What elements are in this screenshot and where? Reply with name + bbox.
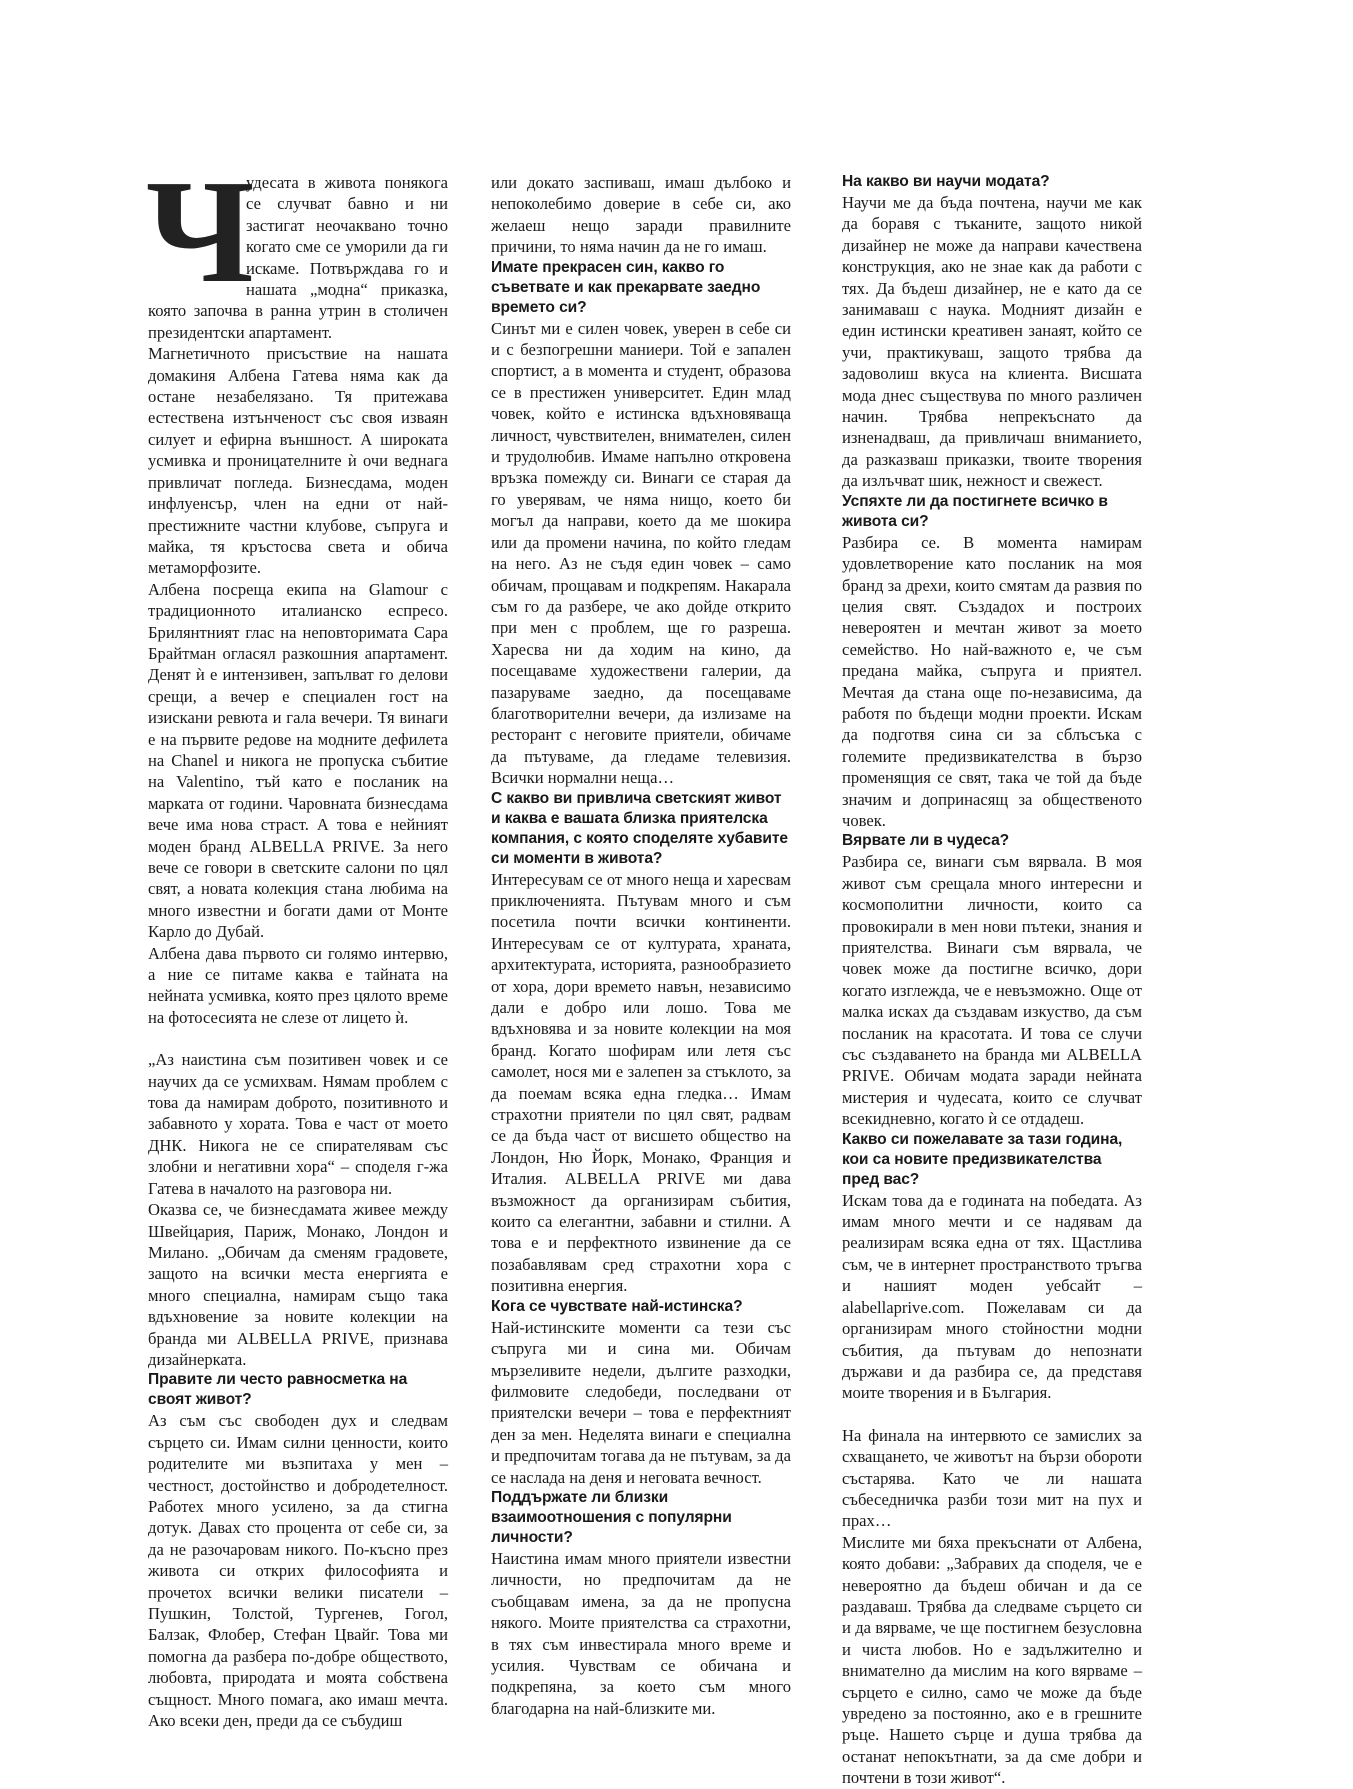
- interview-question: Успяхте ли да постигнете всичко в живота си?: [842, 492, 1108, 530]
- paragraph: Албена посреща екипа на Glamour с традиционното италианско еспресо. Брилянтният глас на неповторимата Сара Брайтман огласял разкошния апартамент. Денят ѝ е интензивен, запълват го делови срещи, а вечер е специален гост на изискани ревюта и гала вечери. Тя винаги е на първите редове на модните дефилета на Chanel и никога не пропуска събитие на Valentino, тъй като е посланик на марката от години. Чаровната бизнесдама вече има нова страст. А това е нейният моден бранд ALBELLA PRIVE. За него вече се говори в светските салони по цял свят, а новата колекция стана любима на много известни и богати дами от Монте Карло до Дубай.: [148, 579, 448, 942]
- interview-answer: Научи ме да бъда почтена, научи ме как да боравя с тъканите, защото никой дизайнер не може да направи качествена конструкция, ако не знае как да работи с тях. Да бъдеш дизайнер, не е като да се занимаваш с наука. Модният дизайн е един истински креативен занаят, който се учи, практикуваш, защото трябва да задоволиш вкуса на клиента. Висшата мода днес съществува по много различен начин. Трябва непрекъснато да изненадваш, да привличаш вниманието, да разказваш приказки, твоите творения да излъчват шик, нежност и свежест.: [842, 193, 1142, 491]
- interview-question: Кога се чувствате най-истинска?: [491, 1297, 743, 1315]
- closing-paragraph: Мислите ми бяха прекъснати от Албена, която добави: „Забравих да споделя, че е невероятно да бъдеш обичан и да се раздаваш. Трябва да следваме сърцето си и да вярваме, че ще постигнем безусловна и чиста любов. Но е задължително и внимателно да мислим на кого вярваме – сърцето е силно, само че може да бъде увредено за постоянно, ако е в грешните ръце. Нашето сърце и душа трябва да останат непокътнати, за да сме добри и почтени в този живот“.: [842, 1532, 1142, 1788]
- drop-cap: [146, 150, 255, 314]
- interview-answer: Разбира се, винаги съм вярвала. В моя живот съм срещала много интересни и космополитни личности, които са провокирали в мен нови пътеки, знания и приятелства. Винаги съм вярвала, че човек може да постигне всичко, дори когато изглежда, че е невъзможно. Още от малка исках да създавам изкуство, да съм посланик на красотата. И това се случи със създаването на бранда ми ALBELLA PRIVE. Обичам модата заради нейната мистерия и чудесата, които се случват всекидневно, когато ѝ се отдадеш.: [842, 852, 1142, 1129]
- article-column-2: [491, 172, 791, 1719]
- interview-question: С какво ви привлича светският живот и каква е вашата близка приятелска компания, с която споделяте хубавите си моменти в живота?: [491, 789, 788, 867]
- intro-paragraph: удесата в живота понякога се случват бавно и ни застигат неочаквано точно когато сме се уморили да ги искаме. Потвърждава го и нашата „модна“ приказка, която започва в ранна утрин в столичен президентски апартамент.: [148, 173, 448, 342]
- paragraph: „Аз наистина съм позитивен човек и се научих да се усмихвам. Нямам проблем с това да намирам доброто, позитивното и забавното у хората. Това е част от моето ДНК. Никога не се спирателявам със злобни и негативни хора“ – споделя г-жа Гатева в началото на разговора ни.: [148, 1050, 448, 1198]
- paragraph: Албена дава първото си голямо интервю, а ние се питаме каква е тайната на нейната усмивка, която през цялото време на фотосесията не слезе от лицето ѝ.: [148, 943, 448, 1027]
- article-column-1: [146, 150, 448, 1731]
- interview-answer: Наистина имам много приятели известни личности, но предпочитам да не съобщавам имена, за да не пропусна някого. Моите приятелства са страхотни, в тях съм инвестирала много време и усилия. Чувствам се обичана и подкрепяна, за което съм много благодарна на най-близките ми.: [491, 1548, 791, 1718]
- interview-answer: Искам това да е годината на победата. Аз имам много мечти и се надявам да реализирам всяка една от тях. Щастлива съм, че в интернет пространството тръгва и нашият моден уебсайт – alabellaprive.com. Пожелавам си да организирам много стойностни модни събития, да пътувам до непознати държави и да разбира се, да представя моите творения и в България.: [842, 1190, 1142, 1403]
- interview-question: Поддържате ли близки взаимоотношения с популярни личности?: [491, 1488, 732, 1546]
- interview-answer: Синът ми е силен човек, уверен в себе си и с безпогрешни маниери. Той е запален спортист, а в момента и студент, образова се в престижен университет. Един млад човек, който е истинска вдъхновяваща личност, чувствителен, внимателен, силен и трудолюбив. Имаме напълно откровена връзка помежду си. Винаги се старая да го уверявам, че няма нищо, което би могъл да направи, което да ме шокира или да промени начина, по който гледам на него. Аз не съдя един човек – само обичам, прощавам и подкрепям. Накарала съм го да разбере, че ако дойде открито при мен с проблем, ще го разреша. Харесва ни да ходим на кино, да посещаваме художествени галерии, да пазаруваме заедно, да посещаваме благотворителни вечери, да излизаме на ресторант с неговите приятели, обичаме да пътуваме, да гледаме телевизия. Всички нормални неща…: [491, 318, 791, 788]
- closing-paragraph: На финала на интервюто се замислих за схващането, че животът на бързи обороти състарява. Като че ли нашата събеседничка разби този мит на пух и прах…: [842, 1425, 1142, 1531]
- interview-answer: Интересувам се от много неща и харесвам приключенията. Пътувам много и съм посетила почти всички континенти. Интересувам се от културата, храната, архитектурата, историята, разнообразието от хора, дори времето навън, независимо дали е добро или лошо. Това ме вдъхновява и за новите колекции на моя бранд. Когато шофирам или летя със самолет, нося ми е залепен за стъклото, за да поемам всяка една гледка… Имам страхотни приятели по цял свят, радвам се да бъда част от висшето общество на Лондон, Ню Йорк, Монако, Франция и Италия. ALBELLA PRIVE ми дава възможност да организирам събития, които са елегантни, забавни и стилни. А това е и перфектното извинение да се позабавлявам сред страхотни хора с позитивна енергия.: [491, 869, 791, 1296]
- drop-cap-letter: Ч: [146, 150, 255, 314]
- interview-answer: Най-истинските моменти са тези със съпруга ми и сина ми. Обичам мързеливите недели, дългите разходки, филмовите следобеди, последвани от приятелски вечери – това е перфектният ден за мен. Неделята винаги е специална и предпочитам тогава да не пътувам, за да се наслада на деня и неговата вечност.: [491, 1317, 791, 1487]
- interview-question: На какво ви научи модата?: [842, 173, 1050, 190]
- paragraph: Оказва се, че бизнесдамата живее между Швейцария, Париж, Монако, Лондон и Милано. „Обичам да сменям градовете, защото на всички места енергията е много специална, намирам също така вдъхновение за новите колекции на бранда ми ALBELLA PRIVE, признава дизайнерката.: [148, 1200, 448, 1369]
- interview-question: Какво си пожелавате за тази година, кои са новите предизвикателства пред вас?: [842, 1130, 1123, 1188]
- interview-answer: Разбира се. В момента намирам удовлетворение като посланик на моя бранд за дрехи, които смятам да развия по целия свят. Създадох и построих невероятен и мечтан живот за моето семейство. Но най-важното е, че съм предана майка, съпруга и приятел. Мечтая да стана още по-независима, да работя по бъдещи модни проекти. Искам да подготвя сина си за сблъсъка с големите предизвикателства в бързо променящия се свят, така че той да бъде значим и допринасящ за общественото човек.: [842, 532, 1142, 830]
- interview-answer: Аз съм със свободен дух и следвам сърцето си. Имам силни ценности, които родителите ми възпитаха у мен – честност, достойнство и добродетелност. Работех много усилено, за да стигна дотук. Давах сто процента от себе си, за да не разочаровам никого. По-късно през живота си открих философията и прочетох всички велики писатели – Пушкин, Толстой, Тургенев, Гогол, Балзак, Флобер, Стефан Цвайг. Това ми помогна да разбера по-добре обществото, любовта, природата и моята собствена същност. Много помага, ако имаш мечта. Ако всеки ден, преди да се събудиш: [148, 1411, 448, 1731]
- interview-question: Вярвате ли в чудеса?: [842, 832, 1010, 850]
- paragraph: Магнетичното присъствие на нашата домакиня Албена Гатева няма как да остане незабелязано. Тя притежава естествена изтънченост със своя изваян силует и ефирна външност. А широката усмивка и проницателните ѝ очи веднага привличат погледа. Бизнесдама, моден инфлуенсър, член на едни от най-престижните частни клубове, съпруга и майка, тя кръстосва света и обича метаморфозите.: [148, 344, 448, 578]
- paragraph: или докато заспиваш, имаш дълбоко и непоколебимо доверие в себе си, ако желаеш нещо заради правилните причини, то няма начин да не го имаш.: [491, 173, 791, 257]
- article-column-3: [842, 172, 1142, 1789]
- interview-question: Имате прекрасен син, какво го съветвате и как прекарвате заедно времето си?: [491, 258, 761, 316]
- interview-question: Правите ли често равносметка на своят живот?: [148, 1371, 408, 1409]
